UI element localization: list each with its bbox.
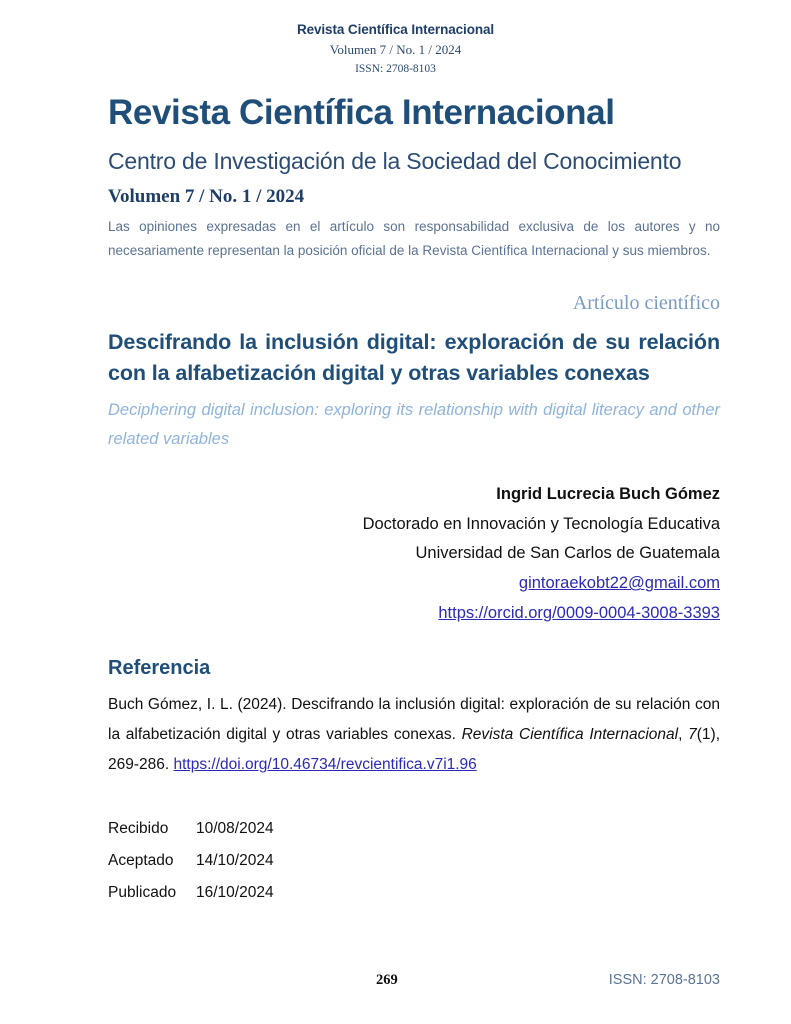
reference-heading: Referencia	[108, 657, 211, 679]
journal-title: Revista Científica Internacional	[108, 93, 615, 132]
running-head-journal-title: Revista Científica Internacional	[296, 22, 495, 37]
citation-doi-link[interactable]: https://doi.org/10.46734/revcientifica.v7i1.96	[173, 756, 477, 774]
date-label-publicado: Publicado	[108, 883, 177, 901]
date-value-recibido: 10/08/2024	[196, 820, 274, 837]
research-center-name: Centro de Investigación de la Sociedad del Conocimiento	[108, 148, 682, 174]
volume-issue-line: Volumen 7 / No. 1 / 2024	[108, 186, 305, 207]
author-program: Doctorado en Innovación y Tecnología Educativa	[362, 514, 720, 533]
citation-text-part-3: (1), 269-286.	[108, 726, 720, 774]
running-head	[0, 0, 791, 77]
author-block	[108, 480, 720, 628]
author-orcid-link[interactable]: https://orcid.org/0009-0004-3008-3393	[438, 603, 720, 622]
date-value-aceptado: 14/10/2024	[196, 851, 274, 869]
date-row	[108, 813, 720, 845]
author-name: Ingrid Lucrecia Buch Gómez	[496, 485, 720, 503]
date-row	[108, 877, 720, 909]
author-email-link[interactable]: gintoraekobt22@gmail.com	[518, 574, 720, 593]
date-value-publicado: 16/10/2024	[196, 883, 274, 901]
citation-volume-number: 7	[688, 726, 697, 744]
reference-citation	[108, 690, 720, 781]
citation-text-part-2: ,	[678, 726, 689, 744]
citation-text-part-1: Buch Gómez, I. L. (2024). Descifrando la inclusión digital: exploración de su relación con la alfabetización digital y otras variables conexas.	[108, 696, 720, 744]
date-label-recibido: Recibido	[108, 820, 169, 837]
article-title-spanish: Descifrando la inclusión digital: exploración de su relación con la alfabetización digital y otras variables conexas	[108, 330, 720, 385]
page-footer	[108, 972, 720, 989]
running-head-volume: Volumen 7 / No. 1 / 2024	[329, 41, 462, 57]
citation-journal-name: Revista Científica Internacional	[461, 726, 679, 744]
article-title-english: Deciphering digital inclusion: exploring its relationship with digital literacy and other related variables	[108, 401, 720, 448]
disclaimer-text: Las opiniones expresadas en el artículo son responsabilidad exclusiva de los autores y no necesariamente representan la posición oficial de la Revista Científica Internacional y sus miembros.	[108, 219, 720, 259]
date-label-aceptado: Aceptado	[108, 851, 174, 869]
footer-issn: ISSN: 2708-8103	[608, 972, 720, 988]
date-row	[108, 845, 720, 877]
publication-dates	[108, 813, 720, 908]
footer-page-number: 269	[376, 972, 398, 988]
author-affiliation: Universidad de San Carlos de Guatemala	[415, 544, 720, 563]
article-type-kicker: Artículo científico	[572, 292, 720, 314]
running-head-issn: ISSN: 2708-8103	[355, 62, 436, 75]
